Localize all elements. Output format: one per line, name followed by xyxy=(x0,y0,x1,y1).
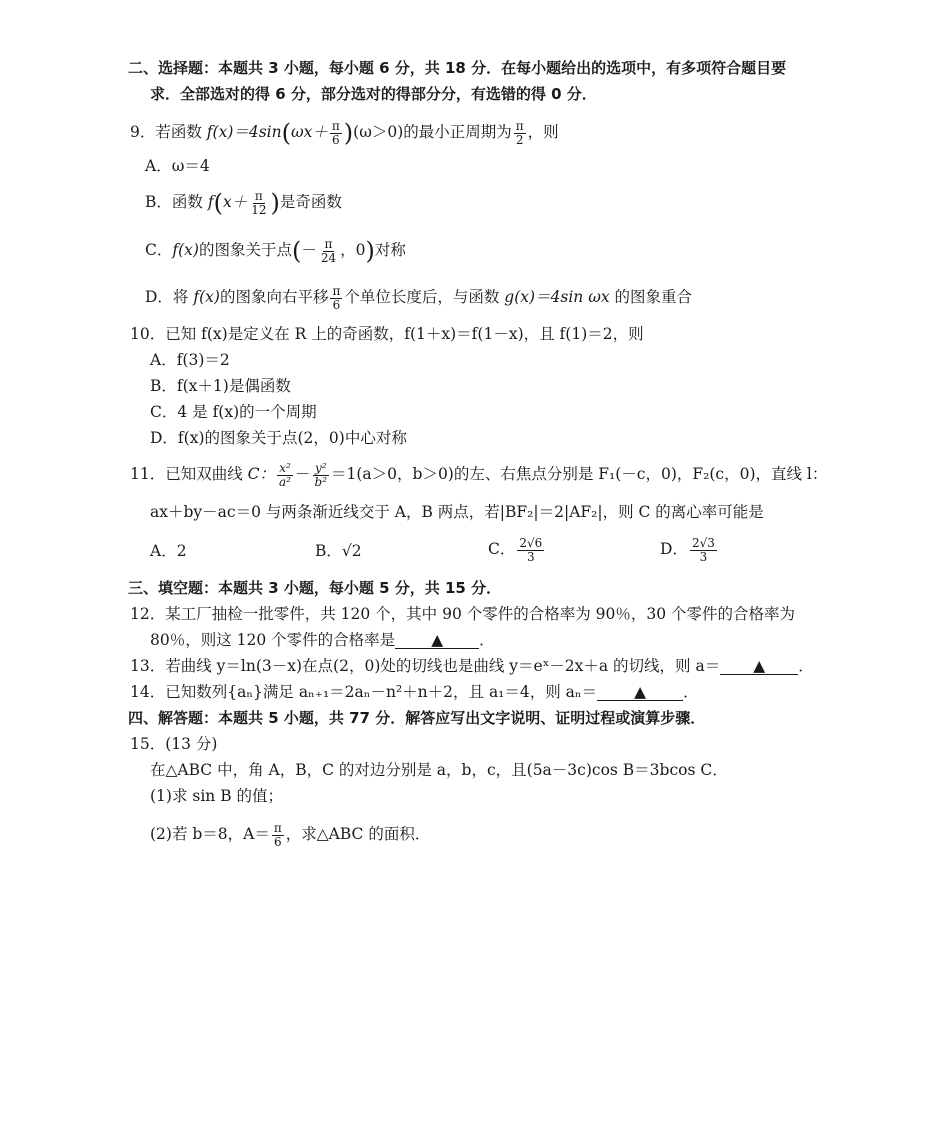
frac-den: b² xyxy=(314,474,328,489)
question-15-part2 xyxy=(150,818,430,850)
q14-text: 14．已知数列{aₙ}满足 aₙ₊₁＝2aₙ－n²＋n＋2，且 a₁＝4，则 aₙ＝ xyxy=(130,683,598,701)
q11-curve-name: C： xyxy=(247,465,276,483)
option-label: D． xyxy=(660,540,688,558)
option-label: C． xyxy=(488,540,516,558)
frac-num: 2√6 xyxy=(519,535,543,550)
frac-num: π xyxy=(515,118,524,133)
q13-end: ． xyxy=(798,657,814,675)
q9-pi-over-6 xyxy=(330,120,342,147)
question-14 xyxy=(130,682,699,702)
q9-paren-open: ( xyxy=(281,119,292,147)
option-function: f(x) xyxy=(193,288,220,306)
q11-option-b xyxy=(315,536,362,566)
frac-num: π xyxy=(254,188,263,203)
frac-num: π xyxy=(331,118,340,133)
option-text-end: 对称 xyxy=(374,241,406,259)
y2-over-b2 xyxy=(313,462,330,489)
q11-option-c xyxy=(488,532,546,566)
q9-arg: ωx＋ xyxy=(291,123,328,141)
answer-blank[interactable]: ▲ xyxy=(597,684,683,701)
point-zero: ，0 xyxy=(340,241,366,259)
q11-stem-text: 11．已知双曲线 xyxy=(130,465,248,483)
frac-num: π xyxy=(332,283,341,298)
option-label: B．函数 xyxy=(145,193,208,211)
frac-den: 3 xyxy=(527,549,535,564)
frac-num: y² xyxy=(314,460,327,475)
option-arg: x＋ xyxy=(222,193,248,211)
question-11-stem xyxy=(130,458,827,490)
question-13 xyxy=(130,656,814,676)
frac-den: 6 xyxy=(274,834,282,849)
q15-part2-text: (2)若 b＝8，A＝ xyxy=(150,825,270,843)
option-fraction xyxy=(690,537,717,564)
answer-blank[interactable]: ▲ xyxy=(395,632,479,649)
x2-over-a2 xyxy=(277,462,293,489)
q15-part2-end: ，求△ABC 的面积． xyxy=(285,825,431,843)
option-text-end: 的图象重合 xyxy=(609,288,693,306)
q9-option-d xyxy=(145,282,692,312)
option-label: C． xyxy=(145,241,173,259)
option-text-2: 个单位长度后，与函数 xyxy=(344,288,505,306)
q11-option-d xyxy=(660,532,719,566)
frac-den: 3 xyxy=(699,549,708,564)
q11-option-a: A．2 xyxy=(150,542,187,560)
question-15-part1: (1)求 sin B 的值； xyxy=(150,787,284,805)
paren-open: ( xyxy=(291,237,302,265)
frac-num: x² xyxy=(279,460,291,475)
q10-option-d: D．f(x)的图象关于点(2，0)中心对称 xyxy=(150,429,407,447)
question-12-line2 xyxy=(150,630,495,650)
option-text: 是奇函数 xyxy=(279,193,342,211)
frac-num: π xyxy=(273,820,282,835)
q9-stem-text: 9．若函数 xyxy=(130,123,207,141)
option-fraction xyxy=(517,537,544,564)
frac-den: 6 xyxy=(332,132,340,147)
q14-end: ． xyxy=(683,683,699,701)
q9-option-b xyxy=(145,187,342,217)
pi-over-6 xyxy=(330,285,342,312)
pi-over-24 xyxy=(319,238,338,265)
question-9-stem xyxy=(130,117,559,147)
option-text: 的图象向右平移 xyxy=(219,288,329,306)
frac-den: 12 xyxy=(251,202,267,217)
q9-option-c xyxy=(145,235,406,265)
q9-paren-close: ) xyxy=(343,119,354,147)
q12-end: ． xyxy=(479,631,495,649)
paren-close: ) xyxy=(270,189,280,217)
option-function: f xyxy=(207,193,214,211)
q9-option-a: A．ω＝4 xyxy=(145,157,210,175)
option-text: 的图象关于点 xyxy=(198,241,292,259)
q9-stem-end: ，则 xyxy=(527,123,559,141)
q10-option-a: A．f(3)＝2 xyxy=(150,351,230,369)
q10-option-c: C．4 是 f(x)的一个周期 xyxy=(150,403,317,421)
frac-den: 2 xyxy=(515,132,524,147)
question-10-stem: 10．已知 f(x)是定义在 R 上的奇函数，f(1＋x)＝f(1－x)，且 f(1)＝2，则 xyxy=(130,325,644,343)
pi-over-12 xyxy=(249,190,268,217)
frac-num: π xyxy=(324,236,333,251)
minus-sign: － xyxy=(301,241,317,259)
question-15-stem: 在△ABC 中，角 A，B，C 的对边分别是 a，b，c，且(5a－3c)cos B＝3bcos C． xyxy=(150,761,728,779)
option-label: D．将 xyxy=(145,288,194,306)
paren-open: ( xyxy=(213,189,223,217)
question-12-line1: 12．某工厂抽检一批零件，共 120 个，其中 90 个零件的合格率为 90％，30 个零件的合格率为 xyxy=(130,605,796,623)
option-label: B． xyxy=(315,542,342,560)
option-value: √2 xyxy=(341,542,362,560)
q11-stem-line2: ax＋by－ac＝0 与两条渐近线交于 A，B 两点，若|BF₂|＝2|AF₂|，则 C 的离心率可能是 xyxy=(150,503,764,521)
q10-option-b: B．f(x＋1)是偶函数 xyxy=(150,377,291,395)
q9-period-text: (ω＞0)的最小正周期为 xyxy=(353,123,512,141)
section-2-heading-line1: 二、选择题：本题共 3 小题，每小题 6 分，共 18 分．在每小题给出的选项中，有多项符合题目要 xyxy=(128,59,787,77)
frac-den: a² xyxy=(279,474,291,489)
section-2-heading-line2: 求．全部选对的得 6 分，部分选对的得部分分，有选错的得 0 分． xyxy=(150,85,597,103)
section-4-heading: 四、解答题：本题共 5 小题，共 77 分．解答应写出文字说明、证明过程或演算步骤． xyxy=(128,709,706,727)
q12-text: 80％，则这 120 个零件的合格率是 xyxy=(150,631,396,649)
answer-blank[interactable]: ▲ xyxy=(720,658,798,675)
paren-close: ) xyxy=(365,237,375,265)
frac-den: 6 xyxy=(332,297,341,312)
q9-function: f(x)＝4sin xyxy=(206,123,282,141)
q11-stem-rest: ＝1(a＞0，b＞0)的左、右焦点分别是 F₁(－c，0)，F₂(c，0)，直线 l： xyxy=(331,465,828,483)
section-3-heading: 三、填空题：本题共 3 小题，每小题 5 分，共 15 分． xyxy=(128,579,502,597)
minus-sign: － xyxy=(295,465,311,483)
option-function: f(x) xyxy=(172,241,199,259)
q9-pi-over-2 xyxy=(514,120,526,147)
question-15-head: 15．(13 分) xyxy=(130,735,218,753)
q13-text: 13．若曲线 y＝ln(3－x)在点(2，0)处的切线也是曲线 y＝eˣ－2x＋a 的切线，则 a＝ xyxy=(130,657,721,675)
frac-num: 2√3 xyxy=(691,535,715,550)
option-function-g: g(x)＝4sin ωx xyxy=(504,288,610,306)
frac-den: 24 xyxy=(320,250,337,265)
pi-over-6 xyxy=(272,822,284,849)
